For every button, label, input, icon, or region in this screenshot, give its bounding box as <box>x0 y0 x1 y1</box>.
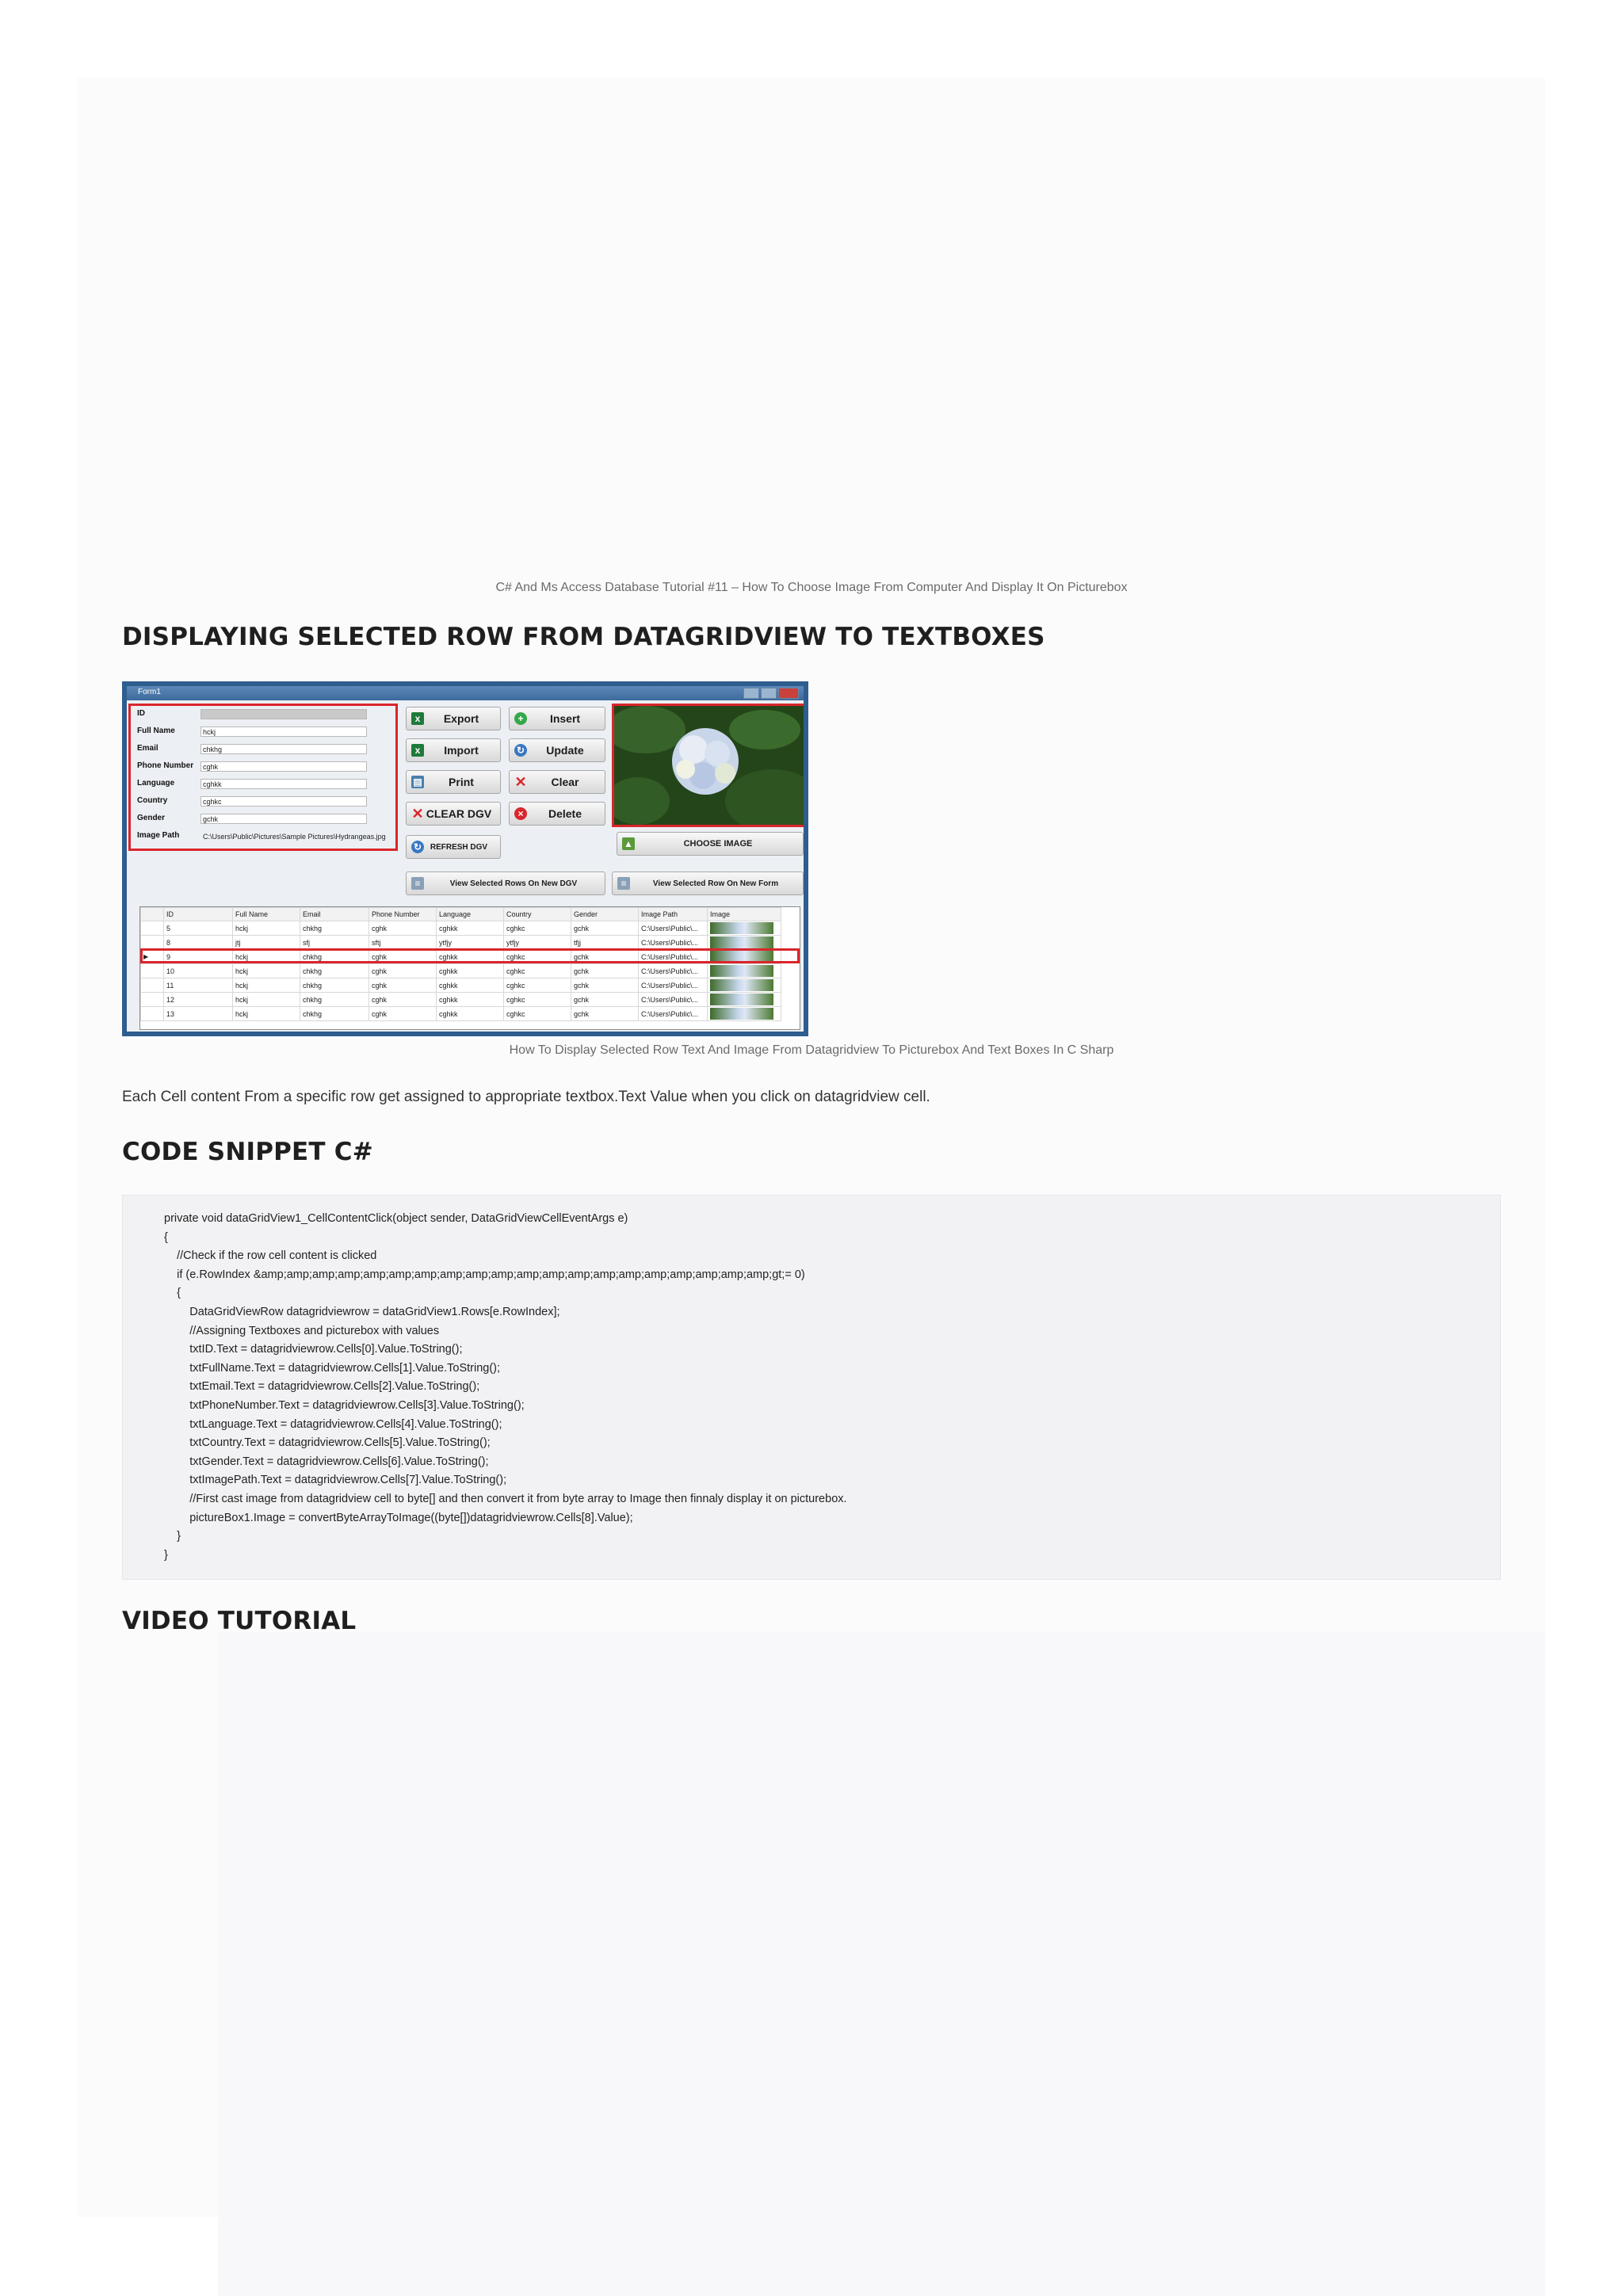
window-title: Form1 <box>138 688 161 696</box>
table-row[interactable]: 10 hckj chkhg cghk cghkk cghkc gchk C:\Users\Public\... <box>141 964 781 978</box>
heading-code-snippet: CODE SNIPPET C# <box>122 1138 373 1166</box>
update-button[interactable]: ↻ Update <box>509 738 605 762</box>
column-header[interactable]: Image <box>708 908 781 921</box>
export-button[interactable]: x Export <box>406 707 501 730</box>
field-label: Country <box>137 796 168 805</box>
maximize-icon <box>761 688 777 699</box>
row-image-thumbnail <box>710 965 773 977</box>
list-icon: ≡ <box>411 877 424 890</box>
row-pointer-icon: ▶ <box>141 950 164 964</box>
table-row[interactable]: 11 hckj chkhg cghk cghkk cghkc gchk C:\Users\Public\... <box>141 978 781 993</box>
import-button[interactable]: x Import <box>406 738 501 762</box>
heading-video-tutorial: VIDEO TUTORIAL <box>122 1607 357 1635</box>
selected-row-highlight <box>140 948 800 963</box>
code-text: private void dataGridView1_CellContentClick(object sender, DataGridViewCellEventArgs e) { //Check if the row cell content is clicked if (e.RowIndex &amp;amp;amp;amp;amp;amp;amp;amp;amp;amp;amp;amp;amp;amp;amp;amp;amp;amp;amp;amp;gt;= 0) { DataGridViewRow datagridviewrow = dataGridView1.Rows[e.RowIndex]; //Assigning Textboxes and picturebox with values txtID.Text = datagridviewrow.Cells[0].Value.ToString(); txtFullName.Text = datagridviewrow.Cells[1].Value.ToString(); txtEmail.Text = datagridviewrow.Cells[2].Value.ToString(); txtPhoneNumber.Text = datagridviewrow.Cells[3].Value.ToString(); txtLanguage.Text = datagridviewrow.Cells[4].Value.ToString(); txtCountry.Text = datagridviewrow.Cells[5].Value.ToString(); txtGender.Text = datagridviewrow.Cells[6].Value.ToString(); txtImagePath.Text = datagridviewrow.Cells[7].Value.ToString(); //First cast image from datagridview cell to byte[] and then convert it from byte array to Image then finnaly display it on picturebox. pictureBox1.Image = convertByteArrayToImage((byte[])datagridviewrow.Cells[8].Value); } } <box>164 1212 847 1562</box>
picturebox <box>612 704 804 827</box>
gender-field[interactable]: gchk <box>200 814 367 824</box>
field-label: Phone Number <box>137 761 194 770</box>
choose-image-button[interactable]: ▲ CHOOSE IMAGE <box>617 832 804 856</box>
refresh-icon: ↻ <box>514 744 527 757</box>
fields-panel <box>128 704 398 851</box>
body-paragraph: Each Cell content From a specific row get assigned to appropriate textbox.Text Value when you click on datagridview cell. <box>122 1089 930 1105</box>
excel-icon: x <box>411 712 424 725</box>
column-header[interactable]: Image Path <box>639 908 708 921</box>
row-image-thumbnail <box>710 1008 773 1020</box>
column-header[interactable]: Full Name <box>233 908 300 921</box>
printer-icon: ▤ <box>411 776 424 788</box>
video-caption: C# And Ms Access Database Tutorial #11 – How To Choose Image From Computer And Display It On Picturebox <box>495 581 1128 594</box>
video-embed-area[interactable] <box>218 1632 1545 2296</box>
id-field[interactable] <box>200 709 367 719</box>
field-label: Gender <box>137 814 166 822</box>
column-header[interactable]: ID <box>164 908 233 921</box>
close-icon <box>778 688 799 699</box>
clear-dgv-button[interactable]: ✕ CLEAR DGV <box>406 802 501 826</box>
phone-field[interactable]: cghk <box>200 761 367 772</box>
hydrangea-image <box>614 706 804 825</box>
table-header-row <box>141 908 781 921</box>
language-field[interactable]: cghkk <box>200 779 367 789</box>
table-row[interactable]: 8 jtj sfj sftj ytfjy ytfjy tfjj C:\Users\Public\... <box>141 936 781 950</box>
table-row-selected[interactable]: ▶ 9 hckj chkhg cghk cghkk cghkc gchk C:\Users\Public\... <box>141 950 781 964</box>
country-field[interactable]: cghkc <box>200 796 367 807</box>
field-label: Full Name <box>137 727 175 735</box>
table-row[interactable]: 5 hckj chkhg cghk cghkk cghkc gchk C:\Users\Public\... <box>141 921 781 936</box>
delete-icon: × <box>514 807 527 820</box>
insert-button[interactable]: + Insert <box>509 707 605 730</box>
row-image-thumbnail <box>710 994 773 1005</box>
article-screenshot <box>122 681 808 1036</box>
column-header[interactable]: Country <box>504 908 571 921</box>
code-block <box>122 1195 1501 1580</box>
image-path-field[interactable]: C:\Users\Public\Pictures\Sample Pictures\Hydrangeas.jpg <box>203 833 386 841</box>
print-button[interactable]: ▤ Print <box>406 770 501 794</box>
row-image-thumbnail <box>710 936 773 948</box>
x-icon: ✕ <box>514 773 527 790</box>
row-image-thumbnail <box>710 922 773 934</box>
column-header[interactable]: Gender <box>571 908 639 921</box>
screenshot-caption: How To Display Selected Row Text And Image From Datagridview To Picturebox And Text Boxes In C Sharp <box>509 1043 1114 1057</box>
window-titlebar <box>127 686 804 700</box>
email-field[interactable]: chkhg <box>200 744 367 754</box>
image-icon: ▲ <box>622 837 635 850</box>
heading-displaying: DISPLAYING SELECTED ROW FROM DATAGRIDVIEW TO TEXTBOXES <box>122 623 1045 651</box>
x-icon: ✕ <box>411 805 424 822</box>
row-image-thumbnail <box>710 979 773 991</box>
column-header[interactable]: Language <box>437 908 504 921</box>
plus-icon: + <box>514 712 527 725</box>
column-header[interactable]: Email <box>300 908 369 921</box>
field-label: Language <box>137 779 175 788</box>
refresh-icon: ↻ <box>411 841 424 853</box>
refresh-dgv-button[interactable]: ↻ REFRESH DGV <box>406 835 501 859</box>
field-label: ID <box>137 709 145 718</box>
table-row[interactable]: 12 hckj chkhg cghk cghkk cghkc gchk C:\Users\Public\... <box>141 993 781 1007</box>
view-rows-dgv-button[interactable]: ≡ View Selected Rows On New DGV <box>406 871 605 895</box>
view-row-form-button[interactable]: ≡ View Selected Row On New Form <box>612 871 804 895</box>
clear-button[interactable]: ✕ Clear <box>509 770 605 794</box>
table-row[interactable]: 13 hckj chkhg cghk cghkk cghkc gchk C:\Users\Public\... <box>141 1007 781 1021</box>
excel-icon: x <box>411 744 424 757</box>
field-label: Image Path <box>137 831 180 840</box>
minimize-icon <box>743 688 759 699</box>
fullname-field[interactable]: hckj <box>200 727 367 737</box>
datagridview[interactable] <box>139 906 800 1030</box>
list-icon: ≡ <box>617 877 630 890</box>
field-label: Email <box>137 744 158 753</box>
delete-button[interactable]: × Delete <box>509 802 605 826</box>
column-header[interactable]: Phone Number <box>369 908 437 921</box>
